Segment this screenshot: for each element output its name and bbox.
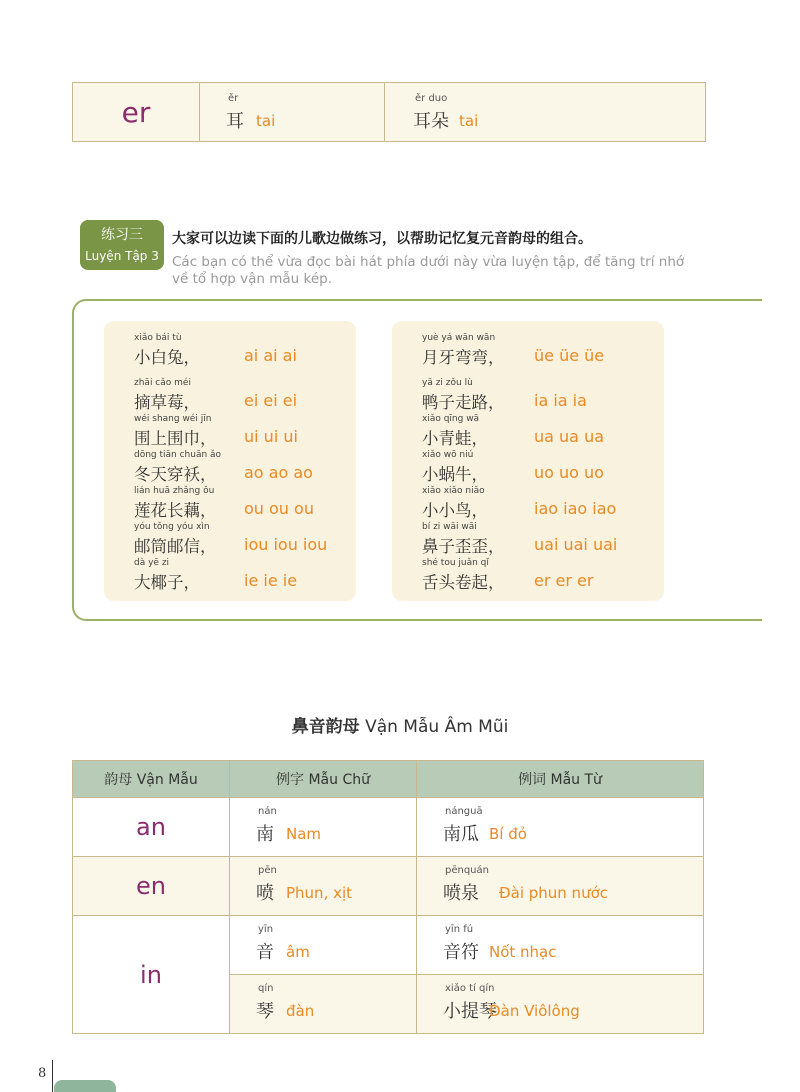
rhyme-sound: iao iao iao (534, 499, 617, 518)
rhyme-line (104, 558, 356, 594)
rhyme-hanzi: 鼻子歪歪， (422, 537, 505, 556)
example-char-cell (230, 798, 417, 857)
rhyme-pinyin: yóu tǒng yóu xìn (134, 522, 210, 532)
rhyme-sound: uo uo uo (534, 463, 604, 482)
exercise-badge-zh: 练习三 (101, 227, 143, 243)
rhyme-sound: ua ua ua (534, 427, 605, 446)
er-word-meaning: tai (459, 112, 479, 130)
char-hanzi: 南 (256, 824, 274, 845)
rhyme-panel-left (104, 321, 356, 601)
char-meaning: Phun, xịt (286, 884, 353, 902)
rhyme-sound: ao ao ao (244, 463, 313, 482)
example-word-cell (417, 975, 704, 1034)
word-hanzi: 音符 (443, 942, 479, 963)
exercise-badge (80, 220, 164, 270)
rhyme-hanzi: 小小鸟， (422, 501, 488, 520)
rhyme-pinyin: dà yē zi (134, 558, 170, 568)
er-char-meaning: tai (256, 112, 276, 130)
rhyme-pinyin: shé tou juǎn qǐ (422, 558, 489, 568)
er-example-char (199, 83, 384, 141)
rhyme-pinyin: zhāi cǎo méi (134, 378, 191, 388)
rhyme-sound: iou iou iou (244, 535, 328, 554)
rhyme-line (392, 378, 664, 414)
rhyme-sound: ei ei ei (244, 391, 298, 410)
table-row (73, 857, 704, 916)
header-example-char: 例字 Mẫu Chữ (230, 761, 417, 798)
nasal-title-zh: 鼻音韵母 (291, 717, 360, 737)
char-pinyin: yīn (258, 924, 274, 935)
nasal-title-vn: Vận Mẫu Âm Mũi (365, 717, 509, 737)
char-meaning: Nam (286, 825, 322, 843)
char-meaning: âm (286, 943, 310, 961)
rhyme-pinyin: xiǎo bái tù (134, 333, 182, 343)
table-row (73, 916, 704, 975)
char-hanzi: 喷 (256, 883, 274, 904)
er-word-pinyin: ěr duo (415, 93, 448, 104)
rhyme-hanzi: 邮筒邮信， (134, 537, 217, 556)
exercise-instruction-zh: 大家可以边读下面的儿歌边做练习，以帮助记忆复元音韵母的组合。 (172, 231, 592, 247)
word-meaning: Bí đỏ (489, 825, 527, 843)
rhyme-pinyin: dōng tiān chuān ǎo (134, 450, 222, 460)
rhyme-line (104, 414, 356, 450)
er-example-word (384, 83, 705, 141)
rhyme-pinyin: xiǎo xiǎo niǎo (422, 486, 485, 496)
word-pinyin: yīn fú (445, 924, 474, 935)
page-divider (52, 1060, 53, 1092)
rhyme-hanzi: 小白兔， (134, 348, 200, 367)
table-header-row (73, 761, 704, 798)
rhyme-sound: ai ai ai (244, 346, 297, 365)
word-pinyin: pēnquán (445, 865, 489, 876)
char-meaning: đàn (286, 1002, 315, 1020)
word-meaning: Đài phun nước (499, 884, 608, 902)
rhyme-sound: ou ou ou (244, 499, 314, 518)
word-hanzi: 小提琴 (443, 1001, 497, 1022)
er-char-pinyin: ěr (228, 93, 239, 104)
char-pinyin: nán (258, 806, 277, 817)
word-pinyin: xiǎo tí qín (445, 983, 495, 994)
table-row (73, 798, 704, 857)
header-vowel: 韵母 Vận Mẫu (73, 761, 230, 798)
example-char-cell (230, 857, 417, 916)
er-vowel: er (121, 95, 151, 129)
example-char-cell (230, 975, 417, 1034)
page-tab (54, 1080, 116, 1092)
word-hanzi: 喷泉 (443, 883, 479, 904)
rhyme-sound: ie ie ie (244, 571, 298, 590)
rhyme-pinyin: bí zi wāi wāi (422, 522, 477, 532)
example-word-cell (417, 798, 704, 857)
rhyme-line (392, 522, 664, 558)
example-word-cell (417, 916, 704, 975)
rhyme-hanzi: 莲花长藕， (134, 501, 217, 520)
nasal-vowel-table (72, 760, 704, 1034)
rhyme-hanzi: 鸭子走路， (422, 393, 505, 412)
rhyme-sound: üe üe üe (534, 346, 605, 365)
er-word-hanzi: 耳朵 (413, 111, 449, 132)
header-example-word: 例词 Mẫu Từ (417, 761, 704, 798)
rhyme-line (392, 414, 664, 450)
rhyme-hanzi: 冬天穿袄， (134, 465, 217, 484)
rhyme-line (392, 486, 664, 522)
rhyme-hanzi: 摘草莓， (134, 393, 200, 412)
vowel-cell: an (73, 798, 230, 857)
exercise-badge-vn: Luyện Tập 3 (85, 249, 159, 263)
rhyme-pinyin: yuè yá wān wān (422, 333, 496, 343)
rhyme-line (104, 333, 356, 369)
rhyme-hanzi: 小青蛙， (422, 429, 488, 448)
er-vowel-table (72, 82, 706, 142)
er-char-hanzi: 耳 (226, 111, 244, 132)
rhyme-sound: ui ui ui (244, 427, 298, 446)
char-pinyin: qín (258, 983, 274, 994)
rhyme-hanzi: 围上围巾， (134, 429, 217, 448)
example-char-cell (230, 916, 417, 975)
vowel-cell: in (73, 916, 230, 1034)
example-word-cell (417, 857, 704, 916)
rhyme-hanzi: 小蜗牛， (422, 465, 488, 484)
rhyme-pinyin: lián huā zhǎng ǒu (134, 486, 215, 496)
rhyme-line (392, 450, 664, 486)
word-meaning: Đàn Viôlông (489, 1002, 580, 1020)
exercise-instruction-vn: Các bạn có thể vừa đọc bài hát phía dưới này vừa luyện tập, để tăng trí nhớ về tổ hợp vận mẫu kép. (172, 254, 685, 287)
word-hanzi: 南瓜 (443, 824, 479, 845)
word-pinyin: nánguā (445, 806, 483, 817)
rhyme-panel-right (392, 321, 664, 601)
rhyme-pinyin: xiǎo wō niú (422, 450, 474, 460)
rhyme-hanzi: 舌头卷起， (422, 573, 505, 592)
page-number: 8 (38, 1066, 47, 1081)
rhyme-sound: er er er (534, 571, 594, 590)
rhyme-line (392, 333, 664, 369)
rhyme-line (104, 522, 356, 558)
char-hanzi: 音 (256, 942, 274, 963)
rhyme-hanzi: 月牙弯弯， (422, 348, 505, 367)
rhyme-sound: uai uai uai (534, 535, 618, 554)
rhyme-line (104, 450, 356, 486)
rhyme-pinyin: yā zi zǒu lù (422, 378, 473, 388)
rhyme-line (104, 486, 356, 522)
rhyme-sound: ia ia ia (534, 391, 587, 410)
rhyme-pinyin: xiǎo qīng wā (422, 414, 480, 424)
rhyme-line (392, 558, 664, 594)
rhyme-hanzi: 大椰子， (134, 573, 200, 592)
char-pinyin: pēn (258, 865, 277, 876)
word-meaning: Nốt nhạc (489, 943, 557, 961)
char-hanzi: 琴 (256, 1001, 274, 1022)
vowel-cell: en (73, 857, 230, 916)
nasal-section-title (0, 712, 800, 737)
rhyme-line (104, 378, 356, 414)
rhyme-pinyin: wéi shang wéi jīn (134, 414, 212, 424)
